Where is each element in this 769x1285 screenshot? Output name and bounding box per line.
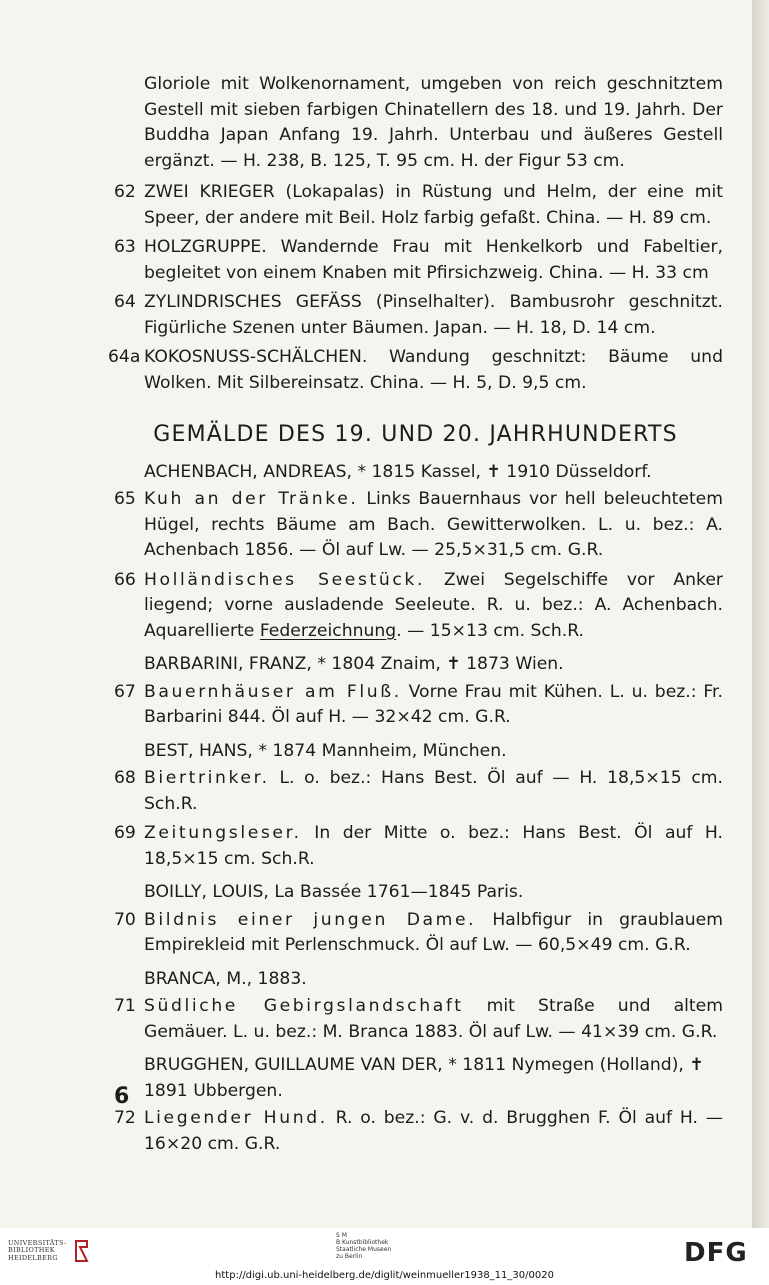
catalog-entry-63 (108, 235, 723, 286)
artist-best: BEST, HANS, * 1874 Mannheim, München. (144, 740, 507, 761)
kb-line: zu Berlin (336, 1253, 363, 1260)
university-line: HEIDELBERG (8, 1253, 58, 1262)
catalog-entry-64a (108, 345, 723, 396)
kb-line: B Kunstbibliothek (336, 1239, 389, 1246)
catalog-entry-67 (108, 680, 723, 731)
viewer-footer (0, 1228, 769, 1285)
catalog-entry-68 (108, 766, 723, 817)
continued-entry (108, 72, 723, 174)
entry-number: 64a (108, 347, 141, 367)
painting-title: Biertrinker. (144, 768, 270, 788)
painting-description: R. o. bez.: G. v. d. Brugghen F. Öl auf H. — 16×20 cm. G.R. (144, 1108, 723, 1154)
entry-number: 67 (114, 681, 136, 702)
entry-number: 71 (114, 996, 136, 1016)
permalink-url[interactable]: http://digi.ub.uni-heidelberg.de/diglit/weinmueller1938_11_30/0020 (215, 1270, 554, 1281)
entry-number: 70 (114, 909, 136, 930)
painting-title: Bauernhäuser am Fluß. (144, 681, 402, 702)
catalog-entry-62 (108, 180, 723, 231)
text-block (108, 72, 723, 1161)
painting-description: Vorne Frau mit Kühen. L. u. bez.: Fr. Barbarini 844. Öl auf H. — 32×42 cm. G.R. (144, 681, 723, 727)
painting-description: Halbfigur in graublauem Empirekleid mit Perlenschmuck. Öl auf Lw. — 60,5×49 cm. G.R. (144, 909, 723, 955)
artist-achenbach: ACHENBACH, ANDREAS, * 1815 Kassel, ✝ 1910 Düsseldorf. (144, 461, 652, 482)
artist-barbarini: BARBARINI, FRANZ, * 1804 Znaim, ✝ 1873 Wien. (144, 654, 564, 674)
painting-description: Links Bauernhaus vor hell beleuchtetem Hügel, rechts Bäume am Bach. Gewitterwolken. L. u. bez.: A. Achenbach 1856. — Öl auf Lw. — 25,5×31,5 cm. G.R. (144, 489, 723, 560)
catalog-entry-65 (108, 487, 723, 564)
university-line: UNIVERSITÄTS- (8, 1238, 67, 1247)
artist-branca: BRANCA, M., 1883. (144, 968, 307, 989)
painting-title: Holländisches Seestück. (144, 569, 426, 590)
painting-description: L. o. bez.: Hans Best. Öl auf — H. 18,5×15 cm. Sch.R. (144, 768, 723, 814)
painting-description: In der Mitte o. bez.: Hans Best. Öl auf H. 18,5×15 cm. Sch.R. (144, 823, 723, 869)
university-line: BIBLIOTHEK (8, 1246, 55, 1255)
kb-line: Staatliche Museen (336, 1246, 392, 1253)
artist-brugghen: BRUGGHEN, GUILLAUME VAN DER, * 1811 Nymegen (Holland), ✝ 1891 Ubbergen. (144, 1055, 704, 1101)
entry-number: 63 (114, 237, 136, 257)
entry-number: 64 (114, 292, 136, 312)
painting-description: Zwei Segelschiffe vor Anker liegend; vorne ausladende Seeleute. R. u. bez.: A. Achenbach. Aquarellierte (144, 569, 723, 641)
underlined-word: Federzeichnung (259, 620, 397, 641)
painting-title: Kuh an der Tränke. (144, 489, 359, 509)
entry-text: KOKOSNUSS-SCHÄLCHEN. Wandung geschnitzt: Bäume und Wolken. Mit Silbereinsatz. China. — H. 5, D. 9,5 cm. (144, 347, 723, 393)
catalog-entry-71 (108, 994, 723, 1045)
continued-entry-text: Gloriole mit Wolkenornament, umgeben von reich geschnitztem Gestell mit sieben farbigen Chinatellern des 18. und 19. Jahrh. Der Buddha Japan Anfang 19. Jahrh. Unterbau und äußeres Gestell ergänzt. — H. 238, B. 125, T. 95 cm. H. der Figur 53 cm. (144, 74, 723, 171)
painting-title: Bildnis einer jungen Dame. (144, 909, 477, 930)
page-number: 6 (114, 1084, 130, 1109)
catalog-entry-69 (108, 821, 723, 872)
artist-boilly: BOILLY, LOUIS, La Bassée 1761—1845 Paris. (144, 882, 524, 902)
entry-text: ZYLINDRISCHES GEFÄSS (Pinselhalter). Bambusrohr geschnitzt. Figürliche Szenen unter Bäumen. Japan. — H. 18, D. 14 cm. (144, 292, 723, 338)
catalog-entry-64 (108, 290, 723, 341)
painting-description: mit Straße und altem Gemäuer. L. u. bez.: M. Branca 1883. Öl auf Lw. — 41×39 cm. G.R. (144, 996, 723, 1042)
page-edge (752, 0, 769, 1228)
catalog-entry-72 (108, 1106, 723, 1157)
entry-number: 65 (114, 489, 136, 509)
dfg-logo[interactable]: DFG (684, 1238, 748, 1268)
kb-line: S M (336, 1232, 347, 1239)
entry-number: 72 (114, 1108, 136, 1128)
entry-number: 66 (114, 569, 136, 590)
section-heading: GEMÄLDE DES 19. UND 20. JAHRHUNDERTS (153, 422, 678, 447)
entry-number: 69 (114, 823, 136, 843)
entry-text: ZWEI KRIEGER (Lokapalas) in Rüstung und Helm, der eine mit Speer, der andere mit Beil. Holz farbig gefaßt. China. — H. 89 cm. (144, 182, 723, 228)
painting-title: Liegender Hund. (144, 1108, 328, 1128)
catalog-entry-70 (108, 908, 723, 959)
entry-number: 62 (114, 182, 136, 202)
catalog-entry-66 (108, 568, 723, 645)
painting-description-end: . — 15×13 cm. Sch.R. (396, 620, 584, 641)
entry-number: 68 (114, 768, 136, 788)
painting-title: Zeitungsleser. (144, 823, 302, 843)
library-emblem-icon (73, 1238, 91, 1264)
kunstbibliothek-logo[interactable] (336, 1232, 391, 1260)
entry-text: HOLZGRUPPE. Wandernde Frau mit Henkelkorb und Fabeltier, begleitet von einem Knaben mit Pfirsichzweig. China. — H. 33 cm (144, 237, 723, 283)
painting-title: Südliche Gebirgslandschaft (144, 996, 464, 1016)
heidelberg-university-library-logo[interactable] (8, 1238, 91, 1264)
